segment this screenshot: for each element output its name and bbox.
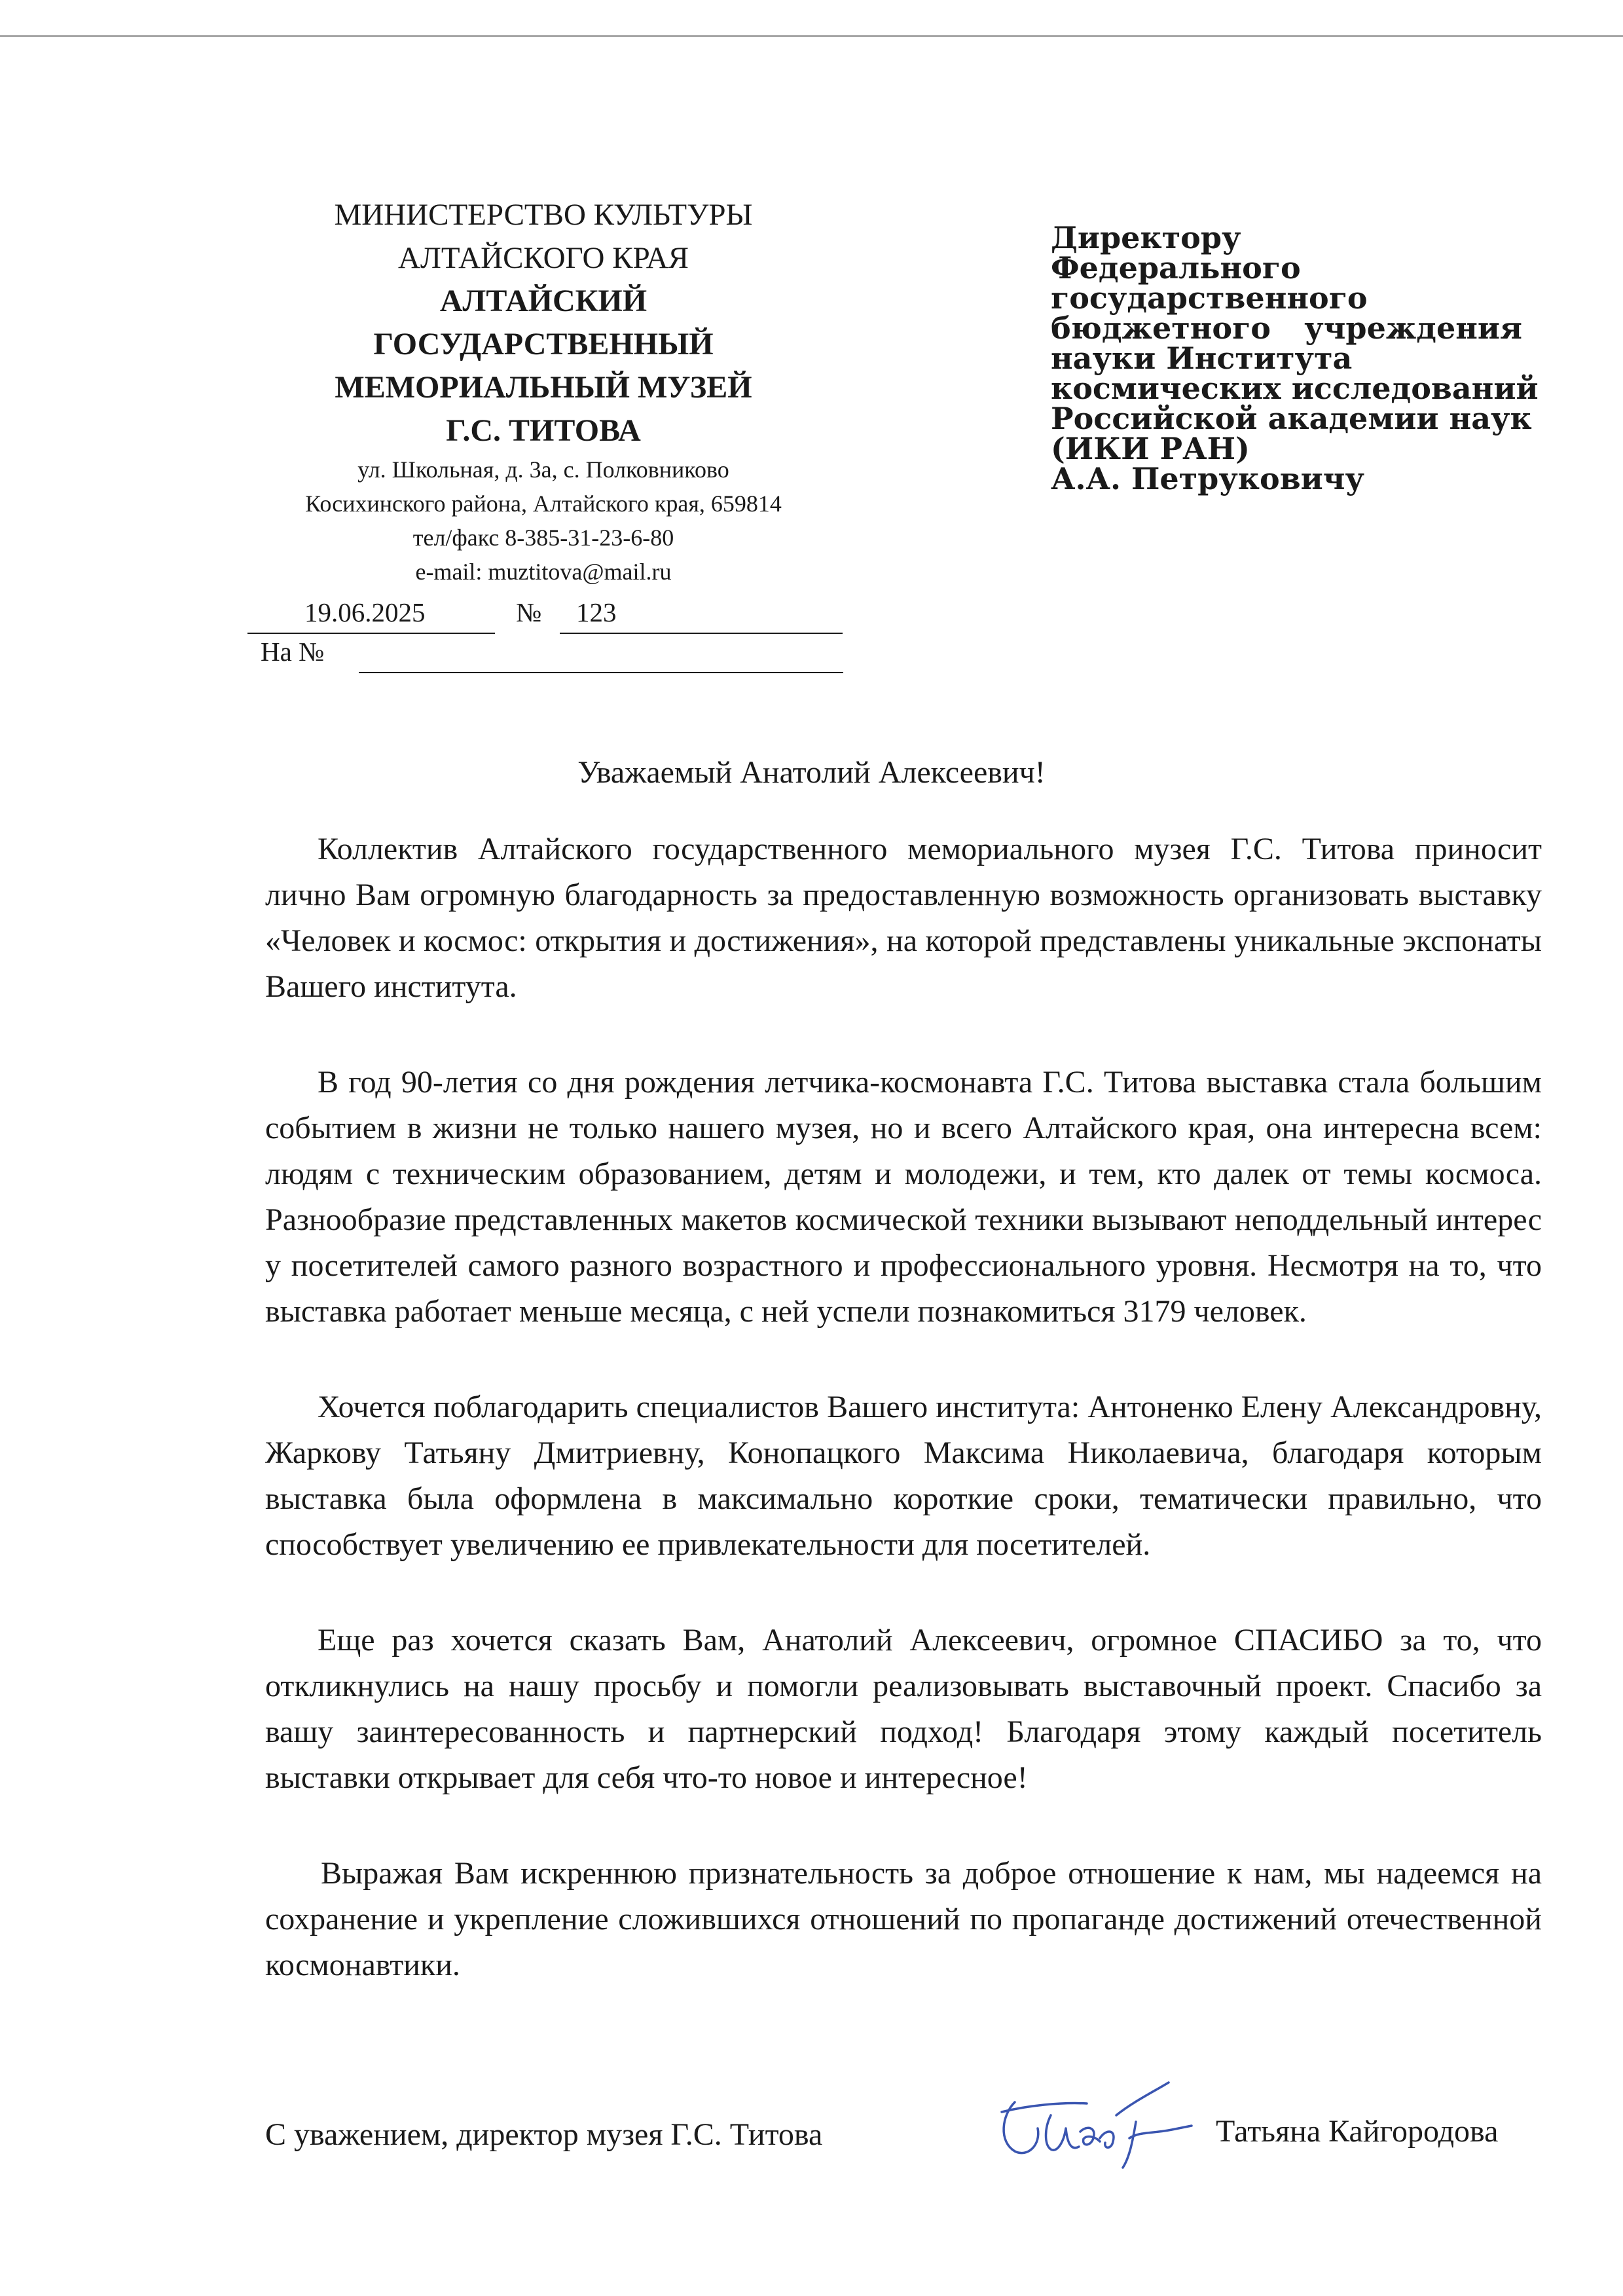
- outgoing-number: 123: [576, 597, 617, 627]
- letter-body: [265, 826, 1542, 2038]
- body-paragraph-2: В год 90-летия со дня рождения летчика-космонавта Г.С. Титова выставка стала большим событием в жизни не только нашего музея, но и всего Алтайского края, она интересна всем: людям с техническим образованием, детям и молодежи, и тем, кто далек от темы космоса. Разнообразие представленных макетов космической техники вызывают неподдельный интерес у посетителей самого разного возрастного и профессионального уровня. Несмотря на то, что выставка работает меньше месяца, с ней успели познакомиться 3179 человек.: [265, 1065, 1542, 1329]
- signatory-name: Татьяна Кайгородова: [1216, 2114, 1499, 2149]
- ministry-line-1: МИНИСТЕРСТВО КУЛЬТУРЫ: [334, 198, 753, 232]
- addressee-line-6: космических исследований: [1051, 371, 1539, 406]
- email: e-mail: muztitova@mail.ru: [415, 559, 672, 585]
- addressee-line-3: государственного: [1051, 280, 1368, 316]
- addressee-line-7: Российской академии наук: [1051, 401, 1532, 436]
- address-line-1: ул. Школьная, д. 3а, с. Полковниково: [357, 456, 729, 483]
- addressee-line-4b: учреждения: [1304, 310, 1522, 346]
- outgoing-date: 19.06.2025: [304, 597, 426, 627]
- museum-name-line-1: АЛТАЙСКИЙ: [439, 284, 647, 318]
- reply-underline: [359, 672, 843, 673]
- ministry-line-2: АЛТАЙСКОГО КРАЯ: [398, 241, 689, 275]
- body-paragraph-1: Коллектив Алтайского государственного мемориального музея Г.С. Титова приносит лично Вам огромную благодарность за предоставленную возможность организовать выставку «Человек и космос: открытия и достижения», на которой представлены уникальные экспонаты Вашего института.: [265, 832, 1542, 1004]
- addressee-line-1: Директору: [1051, 220, 1241, 255]
- body-paragraph-4: Еще раз хочется сказать Вам, Анатолий Алексеевич, огромное СПАСИБО за то, что откликнулись на нашу просьбу и помогли реализовывать выставочный проект. Спасибо за вашу заинтересованность и партнерский подход! Благодаря этому каждый посетитель выставки открывает для себя что-то новое и интересное!: [265, 1623, 1542, 1795]
- museum-name-line-3: МЕМОРИАЛЬНЫЙ МУЗЕЙ: [335, 370, 752, 405]
- addressee-line-5: науки Института: [1051, 341, 1353, 376]
- sender-letterhead: [249, 193, 838, 589]
- addressee-line-9: А.А. Петруковичу: [1051, 461, 1364, 496]
- museum-name-line-4: Г.С. ТИТОВА: [446, 413, 641, 448]
- date-underline: [247, 633, 495, 634]
- handwritten-signature: [989, 2076, 1198, 2174]
- addressee-line-4: [1051, 310, 1522, 346]
- body-paragraph-5: Выражая Вам искреннюю признательность за доброе отношение к нам, мы надеемся на сохранение и укрепление сложившихся отношений по пропаганде достижений отечественной космонавтики.: [265, 1856, 1542, 1982]
- salutation: Уважаемый Анатолий Алексеевич!: [577, 755, 1046, 790]
- address-line-2: Косихинского района, Алтайского края, 659814: [305, 491, 782, 517]
- addressee-line-8: (ИКИ РАН): [1051, 431, 1250, 466]
- scan-edge-line: [0, 35, 1623, 37]
- signature-caption: С уважением, директор музея Г.С. Титова: [265, 2117, 823, 2152]
- addressee-block: [1051, 220, 1539, 496]
- number-label: №: [516, 597, 542, 627]
- addressee-line-2: Федерального: [1051, 250, 1301, 286]
- body-paragraph-3: Хочется поблагодарить специалистов Вашего института: Антоненко Елену Александровну, Жаркову Татьяну Дмитриевну, Конопацкого Максима Николаевича, благодаря которым выставка была оформлена в максимально короткие сроки, тематически правильно, что способствует увеличению ее привлекательности для посетителей.: [265, 1390, 1542, 1562]
- addressee-line-4a: бюджетного: [1051, 310, 1271, 346]
- museum-name-line-2: ГОСУДАРСТВЕННЫЙ: [373, 327, 714, 361]
- number-underline: [560, 633, 843, 634]
- reply-to-label: На №: [261, 637, 325, 667]
- phone-fax: тел/факс 8-385-31-23-6-80: [412, 525, 674, 551]
